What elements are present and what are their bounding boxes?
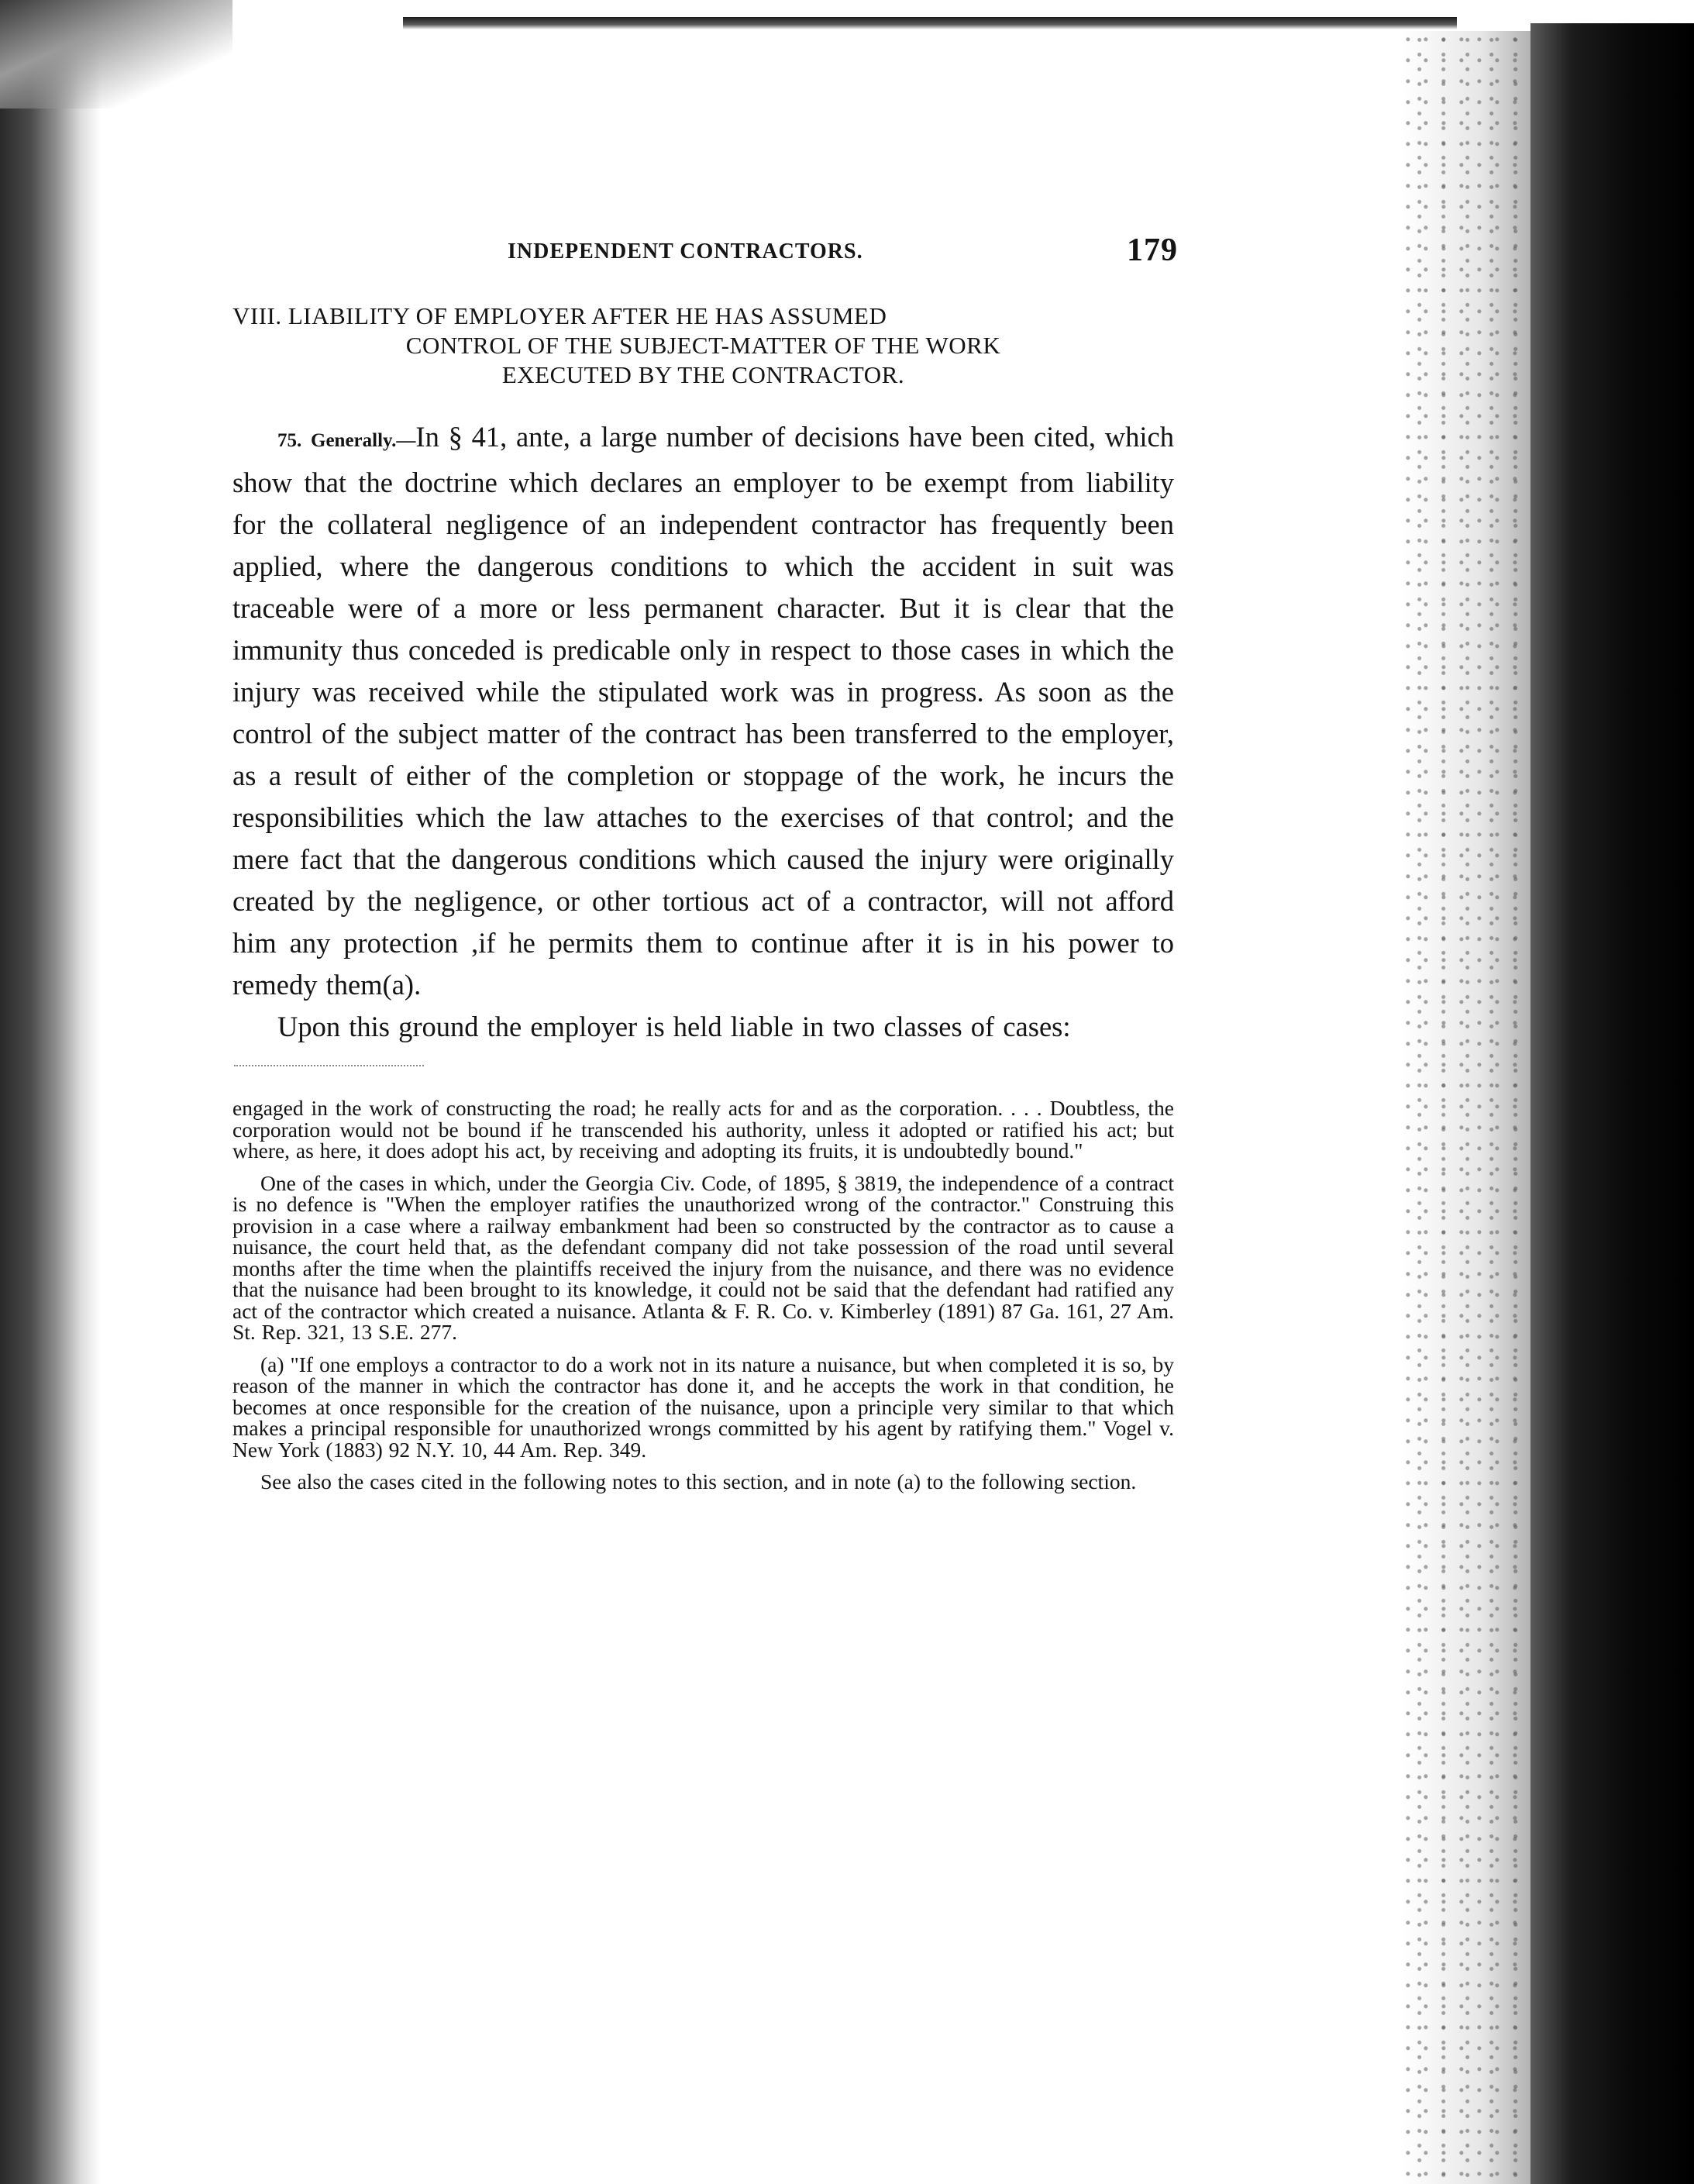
book-page	[232, 229, 1178, 1504]
footnote-georgia: One of the cases in which, under the Georgia Civ. Code, of 1895, § 3819, the independence of a contract is no defence is "When the employer ratifies the unauthorized wrong of the contractor." Construing this provision in a case where a railway embankment had been so constructed by the contractor as to cause a nuisance, the court held that, as the defendant company did not take possession of the road until several months after the time when the plaintiffs received the injury from the nuisance, and there was no evidence that the nuisance had been brought to its knowledge, it could not be said that the defendant had ratified any act of the contractor which created a nuisance. Atlanta & F. R. Co. v. Kimberley (1891) 87 Ga. 161, 27 Am. St. Rep. 321, 13 S.E. 277.	[232, 1170, 1174, 1344]
scan-corner-shadow	[0, 0, 232, 109]
section-number: 75.	[277, 430, 302, 451]
footnote-separator	[234, 1065, 424, 1066]
running-title: INDEPENDENT CONTRACTORS.	[508, 239, 863, 264]
footnote-continued: engaged in the work of constructing the road; he really acts for and as the corporation. . . . Doubtless, the corporation would not be bound if he transcended his authority, unless it adopted or ratified his act; but where, as here, it does adopt his act, by receiving and adopting its fruits, it is undoubtedly bound."	[232, 1096, 1174, 1163]
scan-right-speckle	[1403, 31, 1534, 2184]
body-text	[232, 416, 1174, 1048]
paragraph-1	[232, 416, 1174, 1006]
scan-top-edge	[403, 17, 1457, 29]
section-label: Generally.—	[311, 430, 416, 451]
scan-left-edge	[0, 31, 101, 2184]
footnote-see-also: See also the cases cited in the following notes to this section, and in note (a) to the following section.	[260, 1469, 1137, 1493]
paragraph-2: Upon this ground the employer is held liable in two classes of cases:	[277, 1011, 1071, 1042]
scan-right-edge	[1530, 23, 1694, 2184]
section-heading-line-3: EXECUTED BY THE CONTRACTOR.	[501, 361, 905, 388]
footnotes	[232, 1097, 1174, 1493]
paragraph-1-text: In § 41, ante, a large number of decisions have been cited, which show that the doctrine which declares an employer to be exempt from liability for the collateral negligence of an independent contractor has frequently been applied, where the dangerous conditions to which the accident in suit was traceable were of a more or less permanent character. But it is clear that the immunity thus conceded is predicable only in respect to those cases in which the injury was received while the stipulated work was in progress. As soon as the control of the subject matter of the contract has been transferred to the employer, as a result of either of the completion or stoppage of the work, he incurs the responsibilities which the law attaches to the exercises of that control; and the mere fact that the dangerous conditions which caused the injury were originally created by the negligence, or other tortious act of a contractor, will not afford him any protection ,if he permits them to continue after it is in his power to remedy them(a).	[232, 421, 1174, 1001]
section-heading	[232, 301, 1174, 390]
section-heading-line-1: VIII. LIABILITY OF EMPLOYER AFTER HE HAS ASSUMED	[232, 302, 887, 329]
footnote-a: (a) "If one employs a contractor to do a work not in its nature a nuisance, but when completed it is so, by reason of the manner in which the contractor has done it, and he accepts the work in that condition, he becomes at once responsible for the creation of the nuisance, upon a principle very similar to that which makes a principal responsible for unauthorized wrongs committed by his agent by ratifying them." Vogel v. New York (1883) 92 N.Y. 10, 44 Am. Rep. 349.	[232, 1352, 1174, 1462]
section-heading-line-2: CONTROL OF THE SUBJECT-MATTER OF THE WORK	[405, 332, 1001, 359]
page-number: 179	[1127, 233, 1178, 268]
running-head	[232, 229, 1178, 268]
